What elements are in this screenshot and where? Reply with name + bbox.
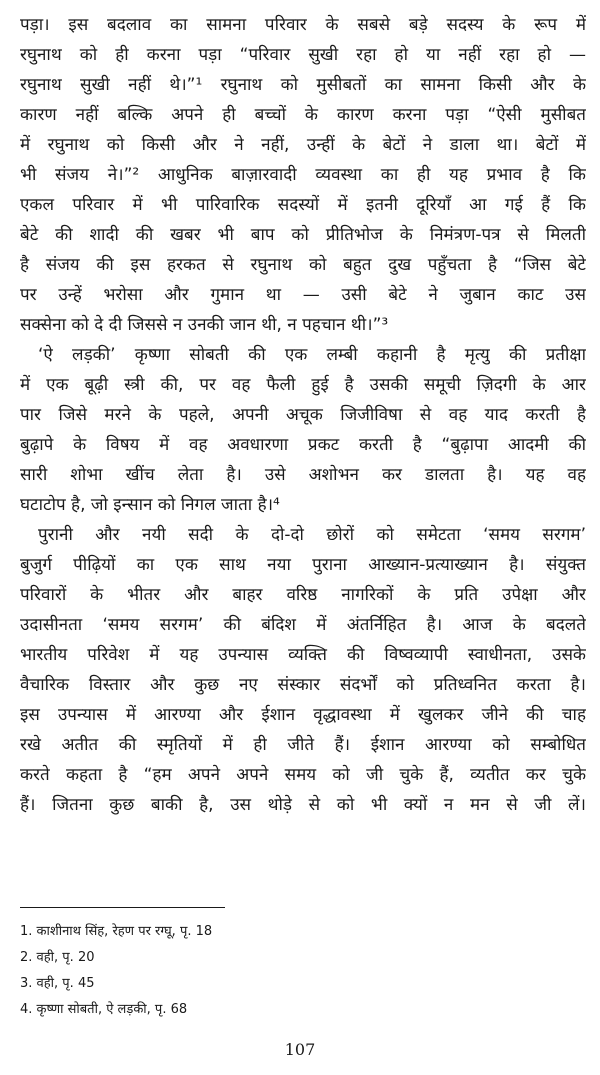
text-line: भारतीय परिवेश में यह उपन्यास व्यक्ति की विष्वव्यापी स्वाधीनता, उसके bbox=[20, 645, 586, 665]
text-line: कारण नहीं बल्कि अपने ही बच्चों के कारण करना पड़ा “ऐसी मुसीबत bbox=[20, 105, 586, 125]
footnote-4: 4. कृष्णा सोबती, ऐ लड़की, पृ. 68 bbox=[20, 1002, 188, 1017]
footnote-divider bbox=[20, 907, 225, 908]
text-line: रघुनाथ सुखी नहीं थे।”¹ रघुनाथ को मुसीबतों का सामना किसी और के bbox=[20, 75, 586, 95]
text-line: सारी शोभा खींच लेता है। उसे अशोभन कर डालता है। यह वह bbox=[20, 465, 586, 485]
text-line: हैं। जितना कुछ बाकी है, उस थोड़े से को भी क्यों न मन से जी लें। bbox=[20, 795, 586, 815]
text-line: पर उन्हें भरोसा और गुमान था — उसी बेटे ने जुबान काट उस bbox=[20, 285, 586, 305]
text-line: है संजय की इस हरकत से रघुनाथ को बहुत दुख पहुँचता है “जिस बेटे bbox=[20, 255, 586, 275]
text-line: ‘ऐ लड़की’ कृष्णा सोबती की एक लम्बी कहानी है मृत्यु की प्रतीक्षा bbox=[38, 345, 586, 365]
text-line: वैचारिक विस्तार और कुछ नए संस्कार संदर्भों को प्रतिध्वनित करता है। bbox=[20, 675, 586, 695]
text-line: परिवारों के भीतर और बाहर वरिष्ठ नागरिकों के प्रति उपेक्षा और bbox=[20, 585, 586, 605]
text-line: बुढ़ापे के विषय में वह अवधारणा प्रकट करती है “बुढ़ापा आदमी की bbox=[20, 435, 586, 455]
text-line: पार जिसे मरने के पहले, अपनी अचूक जिजीविषा से वह याद करती है bbox=[20, 405, 586, 425]
footnote-1: 1. काशीनाथ सिंह, रेहण पर रग्घू, पृ. 18 bbox=[20, 924, 213, 939]
text-line: एकल परिवार में भी पारिवारिक सदस्यों में इतनी दूरियाँ आ गई हैं कि bbox=[20, 195, 586, 215]
text-line: भी संजय ने।”² आधुनिक बाज़ारवादी व्यवस्था का ही यह प्रभाव है कि bbox=[20, 165, 586, 185]
text-line: बुजुर्ग पीढ़ियों का एक साथ नया पुराना आख्यान-प्रत्याख्यान है। संयुक्त bbox=[20, 555, 586, 575]
text-line: इस उपन्यास में आरण्या और ईशान वृद्धावस्था में खुलकर जीने की चाह bbox=[20, 705, 586, 725]
text-line: में एक बूढ़ी स्त्री की, पर वह फैली हुई है उसकी समूची ज़िदगी के आर bbox=[20, 375, 586, 395]
text-line: बेटे की शादी की खबर भी बाप को प्रीतिभोज के निमंत्रण-पत्र से मिलती bbox=[20, 225, 586, 245]
page-number: 107 bbox=[284, 1040, 316, 1059]
footnote-2: 2. वही, पृ. 20 bbox=[20, 950, 95, 965]
footnotes bbox=[20, 919, 520, 1023]
text-line: रखे अतीत की स्मृतियों में ही जीते हैं। ईशान आरण्या को सम्बोधित bbox=[20, 735, 586, 755]
text-line: में रघुनाथ को किसी और ने नहीं, उन्हीं के बेटों ने डाला था। बेटों में bbox=[20, 135, 586, 155]
text-line: पड़ा। इस बदलाव का सामना परिवार के सबसे बड़े सदस्य के रूप में bbox=[20, 15, 586, 35]
text-line: करते कहता है “हम अपने अपने समय को जी चुके हैं, व्यतीत कर चुके bbox=[20, 765, 586, 785]
text-line: घटाटोप है, जो इन्सान को निगल जाता है।⁴ bbox=[20, 495, 280, 515]
footnote-3: 3. वही, पृ. 45 bbox=[20, 976, 95, 991]
body-text bbox=[20, 10, 586, 820]
text-line: उदासीनता ‘समय सरगम’ की बंदिश में अंतर्निहित है। आज के बदलते bbox=[20, 615, 586, 635]
text-line: रघुनाथ को ही करना पड़ा “परिवार सुखी रहा हो या नहीं रहा हो — bbox=[20, 45, 586, 65]
text-line: पुरानी और नयी सदी के दो-दो छोरों को समेटता ‘समय सरगम’ bbox=[38, 525, 586, 545]
text-line: सक्सेना को दे दी जिससे न उनकी जान थी, न पहचान थी।”³ bbox=[20, 315, 389, 335]
